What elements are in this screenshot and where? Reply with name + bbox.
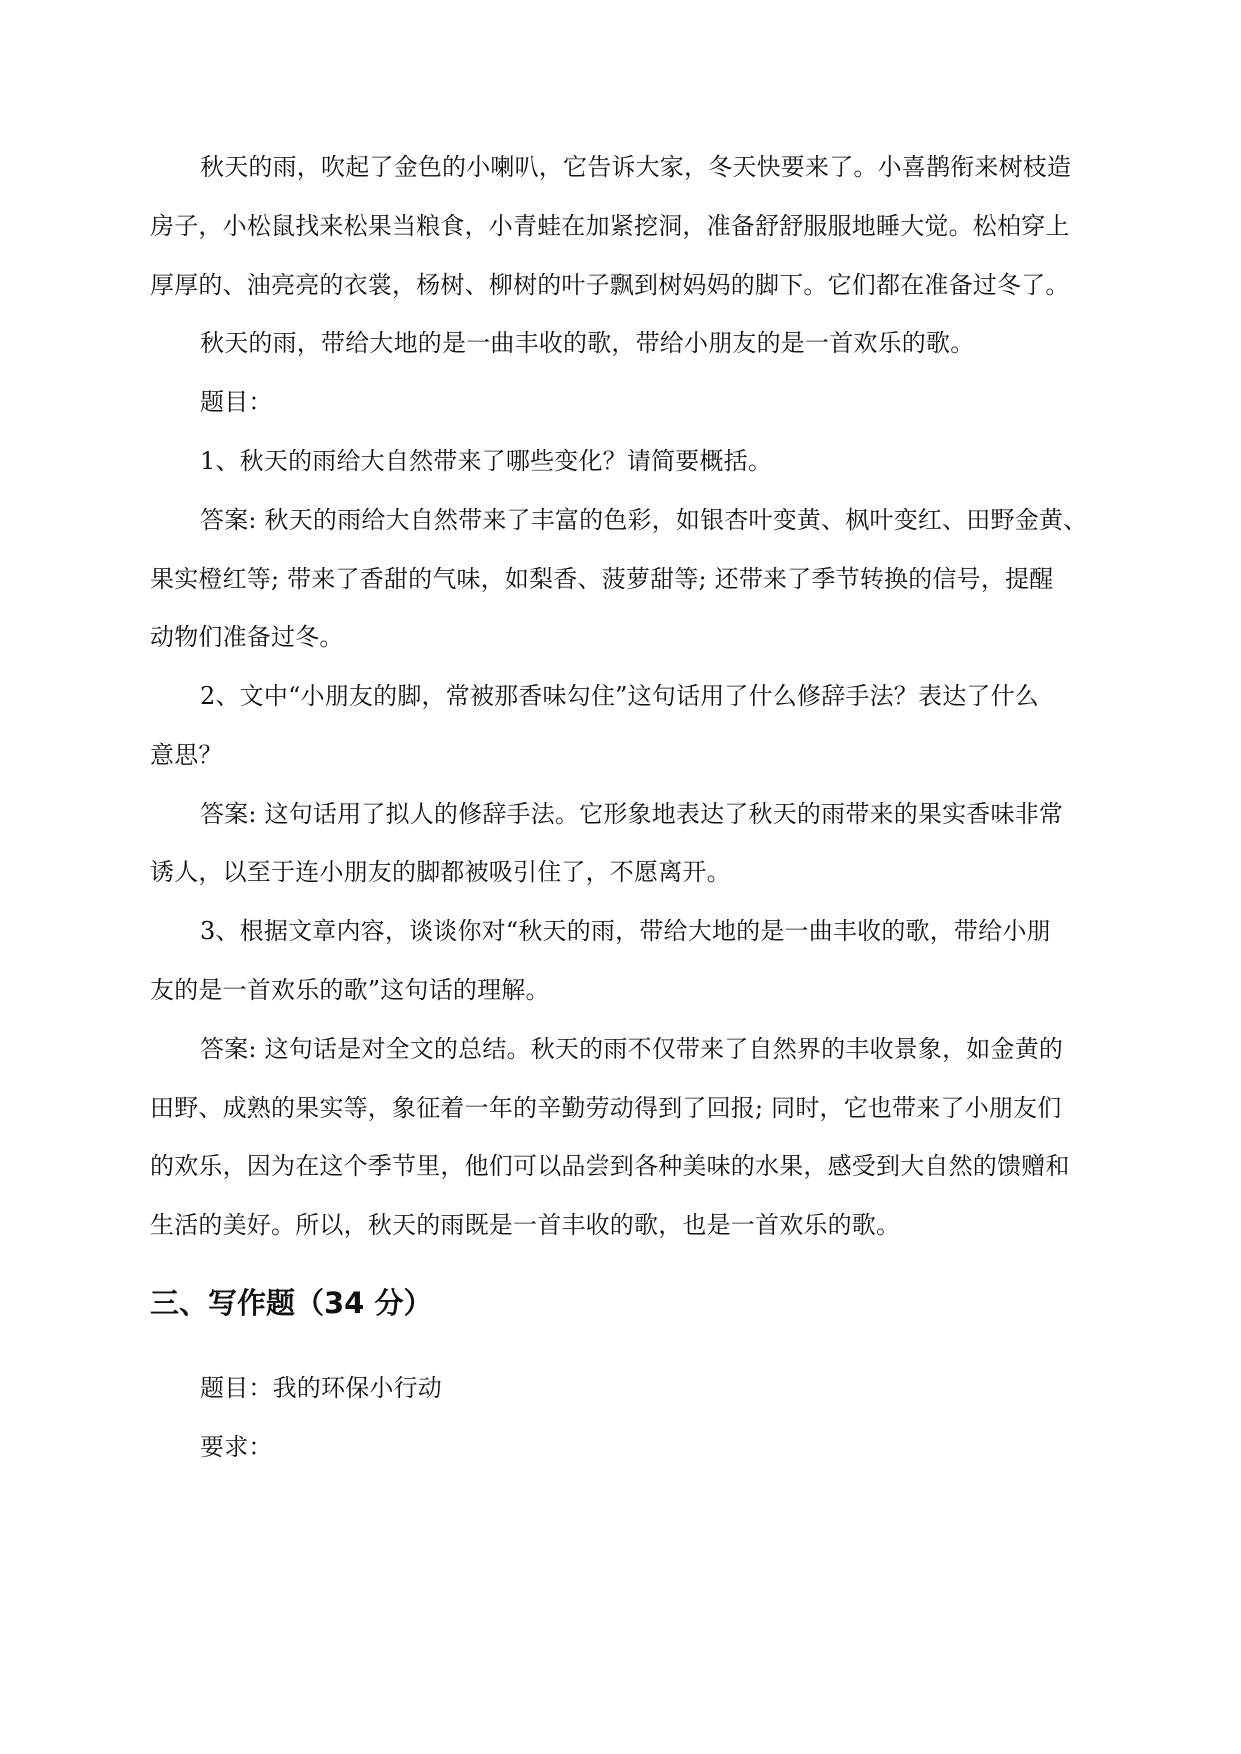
answer-1-line: 动物们准备过冬。 bbox=[150, 623, 344, 651]
passage-line: 厚厚的、油亮亮的衣裳，杨树、柳树的叶子飘到树妈妈的脚下。它们都在准备过冬了。 bbox=[150, 271, 1070, 299]
passage-line: 秋天的雨，吹起了金色的小喇叭，它告诉大家，冬天快要来了。小喜鹊衔来树枝造 bbox=[200, 153, 1072, 181]
passage-line: 房子，小松鼠找来松果当粮食，小青蛙在加紧挖洞，准备舒舒服服地睡大觉。松柏穿上 bbox=[150, 212, 1070, 240]
answer-3-line: 答案: 这句话是对全文的总结。秋天的雨不仅带来了自然界的丰收景象，如金黄的 bbox=[200, 1035, 1064, 1063]
requirements-label: 要求： bbox=[200, 1433, 273, 1461]
section-heading: 三、写作题（34 分） bbox=[150, 1286, 433, 1320]
questions-label: 题目： bbox=[200, 388, 273, 416]
question-3-line: 3、根据文章内容，谈谈你对“秋天的雨，带给大地的是一曲丰收的歌，带给小朋 bbox=[200, 917, 1051, 945]
answer-2-line: 答案: 这句话用了拟人的修辞手法。它形象地表达了秋天的雨带来的果实香味非常 bbox=[200, 800, 1064, 828]
answer-2-line: 诱人，以至于连小朋友的脚都被吸引住了，不愿离开。 bbox=[150, 858, 731, 886]
answer-1-line: 答案: 秋天的雨给大自然带来了丰富的色彩，如银杏叶变黄、枫叶变红、田野金黄、 bbox=[200, 506, 1088, 534]
answer-3-line: 生活的美好。所以，秋天的雨既是一首丰收的歌，也是一首欢乐的歌。 bbox=[150, 1211, 901, 1239]
answer-3-line: 的欢乐，因为在这个季节里，他们可以品尝到各种美味的水果，感受到大自然的馈赠和 bbox=[150, 1152, 1070, 1180]
writing-topic: 题目：我的环保小行动 bbox=[200, 1374, 442, 1402]
question-3-line: 友的是一首欢乐的歌”这句话的理解。 bbox=[150, 976, 550, 1004]
question-2-line: 意思？ bbox=[150, 741, 223, 769]
question-2-line: 2、文中“小朋友的脚，常被那香味勾住”这句话用了什么修辞手法？表达了什么 bbox=[200, 682, 1040, 710]
answer-3-line: 田野、成熟的果实等，象征着一年的辛勤劳动得到了回报; 同时，它也带来了小朋友们 bbox=[150, 1094, 1062, 1122]
passage-line: 秋天的雨，带给大地的是一曲丰收的歌，带给小朋友的是一首欢乐的歌。 bbox=[200, 329, 975, 357]
question-1: 1、秋天的雨给大自然带来了哪些变化？请简要概括。 bbox=[200, 447, 773, 475]
answer-1-line: 果实橙红等; 带来了香甜的气味，如梨香、菠萝甜等; 还带来了季节转换的信号，提醒 bbox=[150, 565, 1054, 593]
